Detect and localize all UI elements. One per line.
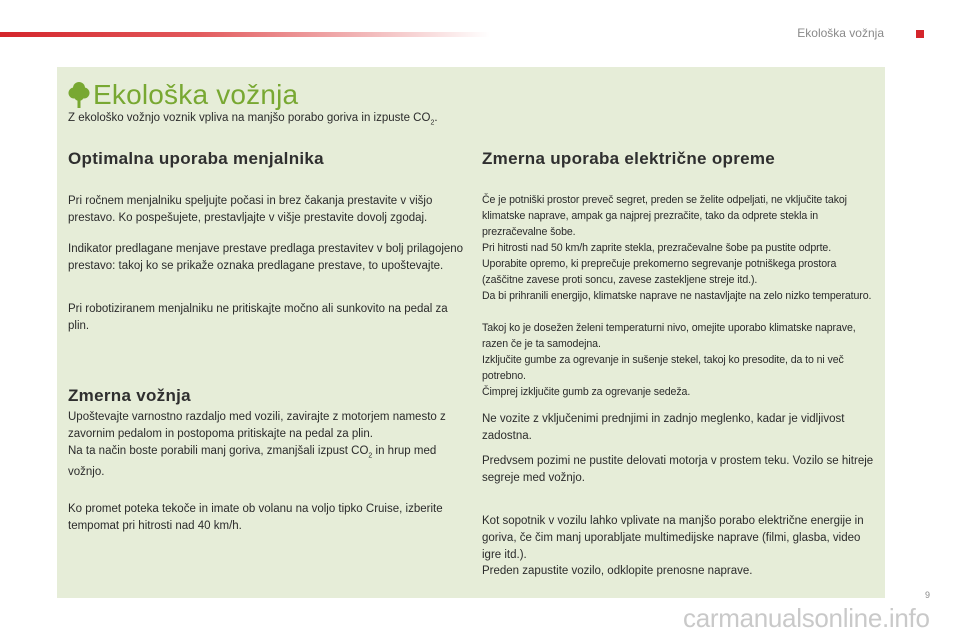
heading-optimal-gearbox: Optimalna uporaba menjalnika: [68, 149, 324, 168]
watermark: carmanualsonline.info: [683, 603, 930, 633]
paragraph-electric-5: Takoj ko je dosežen želeni temperaturni nivo, omejite uporabo klimatske naprave, razen če je ta samodejna.: [482, 322, 856, 350]
paragraph-electric-11: Preden zapustite vozilo, odklopite prenosne naprave.: [482, 565, 753, 577]
heading-electric-equipment: Zmerna uporaba električne opreme: [482, 149, 776, 168]
paragraph-electric-10: Kot sopotnik v vozilu lahko vplivate na manjšo porabo električne energije in goriva, če čim manj uporabljate multimedijske naprave (filmi, glasba, video igre itd.).: [482, 515, 864, 561]
paragraph-electric-2: Pri hitrosti nad 50 km/h zaprite stekla, prezračevalne šobe pa pustite odprte.: [482, 242, 832, 254]
intro-text: Z ekološko vožnjo voznik vpliva na manjšo porabo goriva in izpuste $CO_2$.: [68, 112, 438, 127]
paragraph-electric-6: Izključite gumbe za ogrevanje in sušenje stekel, takoj ko presodite, da to ni več potrebno.: [482, 354, 844, 382]
paragraph-driving-1: Upoštevajte varnostno razdaljo med vozili, zavirajte z motorjem namesto z zavornim pedalom in postopoma pritiskajte na pedal za plin.: [68, 411, 446, 440]
paragraph-electric-4: Da bi prihranili energijo, klimatske naprave ne nastavljajte na zelo nizko temperaturo.: [482, 290, 872, 302]
paragraph-gearbox-3: Pri robotiziranem menjalniku ne pritiskajte močno ali sunkovito na pedal za plin.: [68, 303, 448, 332]
tree-icon: [68, 81, 90, 109]
section-title: Ekološka vožnja: [797, 26, 884, 40]
paragraph-gearbox-1: Pri ročnem menjalniku speljujte počasi in brez čakanja prestavite v višjo prestavo. Ko pospešujete, prestavljajte v višje prestavite dovolj zgodaj.: [68, 195, 433, 224]
page-title-row: [68, 78, 298, 112]
paragraph-electric-7: Čimprej izključite gumb za ogrevanje sedeža.: [482, 386, 691, 398]
page-number: 9: [924, 590, 930, 600]
paragraph-gearbox-2: Indikator predlagane menjave prestave predlaga prestavitev v bolj prilagojeno prestavo: takoj ko se prikaže oznaka predlagane prestave, to upoštevajte.: [68, 243, 464, 272]
paragraph-electric-9: Predvsem pozimi ne pustite delovati motorja v prostem teku. Vozilo se hitreje segreje med vožnjo.: [482, 455, 874, 484]
paragraph-electric-8: Ne vozite z vključenimi prednjimi in zadnjo meglenko, kadar je vidljivost zadostna.: [482, 413, 845, 442]
paragraph-driving-3: Ko promet poteka tekoče in imate ob volanu na voljo tipko Cruise, izberite tempomat pri hitrosti nad 40 km/h.: [68, 503, 443, 532]
paragraph-electric-3: Uporabite opremo, ki preprečuje prekomerno segrevanje potniškega prostora (zaščitne zavese proti soncu, zavese zastekljene streje itd.).: [482, 258, 837, 286]
paragraph-driving-2: Na ta način boste porabili manj goriva, zmanjšali izpust $CO_2$ in hrup med vožnjo.: [68, 445, 437, 479]
page-title: Ekološka vožnja: [93, 79, 299, 110]
paragraph-electric-1: Če je potniški prostor preveč segret, preden se želite odpeljati, ne vključite takoj klimatske naprave, ampak ga najprej prezračite, tako da odprete stekla in prezračevalne šobe.: [482, 194, 847, 238]
heading-moderate-driving: Zmerna vožnja: [68, 386, 191, 405]
page-marker: [916, 30, 924, 38]
header-accent-bar: [0, 32, 490, 37]
